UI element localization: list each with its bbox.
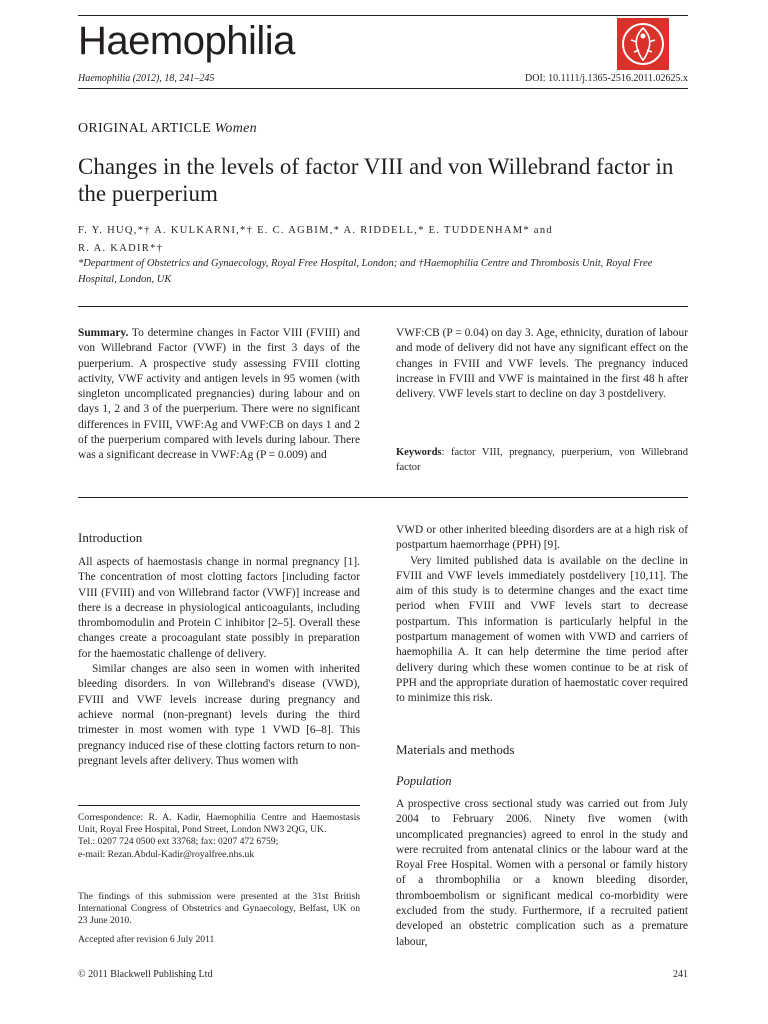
doi-line: DOI: 10.1111/j.1365-2516.2011.02625.x — [525, 73, 688, 84]
correspondence-footnote — [78, 812, 360, 861]
journal-name: Haemophilia — [78, 19, 295, 63]
header-top-rule — [78, 15, 688, 16]
summary-label: Summary. — [78, 327, 129, 339]
haemophilia-society-logo-icon — [617, 18, 669, 70]
copyright-footer: © 2011 Blackwell Publishing Ltd — [78, 969, 213, 980]
keywords-label: Keywords — [396, 447, 442, 458]
methods-paragraph-1: A prospective cross sectional study was carried out from July 2004 to February 2006. Ninety five women (with uncomplicated pregnancies) agreed to enrol in the study and were recruited from antenatal clinics or the labour ward at the Royal Free Hospital. Women with a personal or family history of a thrombophilia or a known bleeding disorder, thromboembolism or significant medical co-morbidity were excluded from the study. Furthermore, if a recruited patient developed an obstetric complication such as a premature labour, — [396, 798, 688, 948]
summary-left — [78, 326, 360, 464]
article-type: ORIGINAL ARTICLE — [78, 121, 211, 136]
intro-paragraph-3: VWD or other inherited bleeding disorders are at a high risk of postpartum haemorrhage (PPH) [9]. — [396, 524, 688, 552]
keywords — [396, 446, 688, 475]
keywords-text: : factor VIII, pregnancy, puerperium, von Willebrand factor — [396, 447, 688, 473]
introduction-left — [78, 555, 360, 769]
footnote-rule — [78, 805, 360, 806]
presentation-footnote: The findings of this submission were presented at the 31st British International Congress of Obstetrics and Gynaecology, Belfast, UK on 23 June 2010. — [78, 891, 360, 927]
correspondence-address: Correspondence: R. A. Kadir, Haemophilia Centre and Haemostasis Unit, Royal Free Hospital, Pond Street, London NW3 2QG, UK. — [78, 812, 360, 836]
author-line-2: R. A. KADIR*† — [78, 243, 164, 254]
page-number: 241 — [673, 969, 688, 980]
correspondence-phone: Tel.: 0207 724 0500 ext 33768; fax: 0207 472 6759; — [78, 836, 279, 848]
introduction-heading: Introduction — [78, 530, 143, 545]
author-list — [78, 222, 688, 258]
affiliations: *Department of Obstetrics and Gynaecology, Royal Free Hospital, London; and †Haemophilia Centre and Thrombosis Unit, Royal Free Hospital, London, UK — [78, 258, 653, 285]
article-type-label — [78, 120, 257, 138]
accepted-date: Accepted after revision 6 July 2011 — [78, 934, 215, 945]
intro-paragraph-4: Very limited published data is available on the decline in FVIII and VWF levels immediately postdelivery [10,11]. The aim of this study is to determine changes and the exact time period when FVIII and VWF levels start to decrease postpartum. This information is particularly helpful in the postpartum management of women with VWD and carriers of haemophilia A. It can help determine the time period after delivery during which these women continue to be at risk of PPH and the appropriate duration of haemostatic cover required to minimize this risk. — [396, 554, 688, 705]
citation-line: Haemophilia (2012), 18, 241–245 — [78, 73, 215, 84]
methods-heading: Materials and methods — [396, 742, 515, 757]
correspondence-email: e-mail: Rezan.Abdul-Kadir@royalfree.nhs.uk — [78, 848, 255, 860]
author-line-1: F. Y. HUQ,*† A. KULKARNI,*† E. C. AGBIM,* A. RIDDELL,* E. TUDDENHAM* and — [78, 225, 553, 236]
abstract-top-rule — [78, 306, 688, 307]
intro-paragraph-1: All aspects of haemostasis change in normal pregnancy [1]. The concentration of most clotting factors [including factor VIII (FVIII) and von Willebrand factor (VWF)] increase and there is a decrease in physiological anticoagulants, including thrombomodulin and Protein C inhibitor [2–5]. Overall these changes create a procoagulant state possibly in preparation for the haemostatic challenge of delivery. — [78, 556, 360, 660]
intro-paragraph-2: Similar changes are also seen in women with inherited bleeding disorders. In von Willebrand's disease (VWD), FVIII and VWF levels increase during pregnancy and achieve normal (non-pregnant) levels during the third trimester in most women with type 1 VWD [6–8]. This pregnancy induced rise of these clotting factors return to non-pregnant levels after delivery. Thus women with — [78, 663, 360, 767]
header-bottom-rule — [78, 88, 688, 89]
article-title: Changes in the levels of factor VIII and von Willebrand factor in the puerperium — [78, 154, 674, 206]
population-subheading: Population — [396, 774, 452, 788]
summary-right: VWF:CB (P = 0.04) on day 3. Age, ethnicity, duration of labour and mode of delivery did not have any significant effect on the changes in FVIII and VWF levels. The pregnancy induced increase in FVIII and VWF is maintained in the first 48 h after delivery. VWF levels start to decline on day 3 postdelivery. — [396, 327, 688, 401]
article-category: Women — [214, 121, 257, 136]
summary-text-left: To determine changes in Factor VIII (FVIII) and von Willebrand Factor (VWF) in the first 3 days of the puerperium. A prospective study assessing FVIII clotting activity, VWF activity and antigen levels in 95 women (with singleton uncomplicated pregnancies) during labour and on days 1, 2 and 3 of the puerperium. There were no significant differences in FVIII, VWF:Ag and VWF:CB on days 1 and 2 of the puerperium compared with levels during labour. There was a significant decrease in VWF:Ag (P = 0.009) and — [78, 327, 360, 462]
abstract-bottom-rule — [78, 497, 688, 498]
introduction-right — [396, 523, 688, 707]
